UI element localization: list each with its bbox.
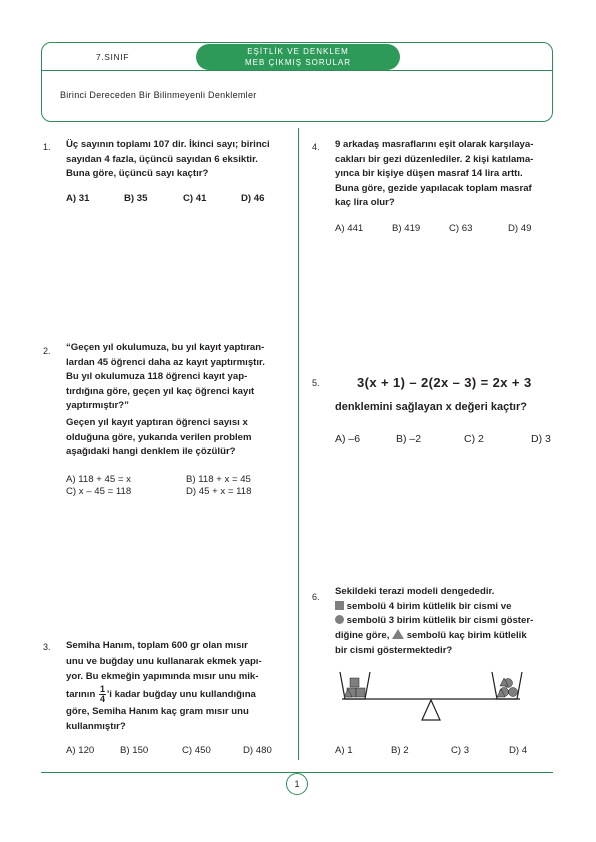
question-1-text [66, 138, 270, 182]
option-a[interactable]: A) –6 [335, 433, 361, 445]
option-c[interactable]: C) 2 [464, 433, 484, 445]
triangle-symbol-icon [392, 629, 404, 639]
option-c[interactable]: C) 41 [183, 193, 207, 204]
title-line-2: MEB ÇIKMIŞ SORULAR [244, 58, 351, 67]
option-d[interactable]: D) 3 [531, 433, 551, 445]
question-3-line: unu ve buğday unu kullanarak ekmek yapı- [66, 655, 262, 667]
question-3-fragment: tarının [66, 688, 96, 700]
option-b[interactable]: B) 2 [391, 745, 409, 756]
question-6-number: 6. [312, 592, 320, 602]
title-badge [196, 44, 400, 70]
circle-weight [509, 688, 518, 697]
question-5-number: 5. [312, 378, 320, 388]
question-4-line: yınca bir kişiye düşen masraf 14 lira arttı. [335, 168, 523, 180]
question-6-fragment: sembolü 4 birim kütlelik bir cismi ve [346, 600, 512, 612]
fraction-denominator: 4 [100, 693, 106, 704]
question-3-line: kullanmıştır? [66, 721, 126, 732]
question-1-options [66, 193, 264, 204]
question-1-line: Buna göre, üçüncü sayı kaçtır? [66, 168, 209, 180]
question-3-number: 3. [43, 642, 51, 652]
option-b[interactable]: B) 118 + x = 45 [186, 474, 251, 485]
option-b[interactable]: B) 150 [120, 745, 149, 756]
grade-label: 7.SINIF [96, 52, 130, 62]
question-6-line [335, 629, 533, 644]
question-4-text [335, 138, 533, 211]
question-6-options [335, 745, 527, 756]
question-4-line: cakları bir gezi düzenlediler. 2 kişi katılama- [335, 153, 534, 165]
question-6-text [335, 585, 533, 659]
question-3-options [66, 745, 272, 756]
option-a[interactable]: A) 120 [66, 745, 95, 756]
question-4-line: kaç lira olur? [335, 197, 395, 209]
option-d[interactable]: D) 45 + x = 118 [186, 486, 252, 497]
question-2-line: Bu yıl okulumuza 118 öğrenci kayıt yap- [66, 371, 248, 383]
question-2-line: tırdığına göre, geçen yıl kaç öğrenci kayıt [66, 385, 255, 397]
option-c[interactable]: C) x – 45 = 118 [66, 486, 132, 497]
question-6-fragment: sembolü kaç birim kütlelik [406, 630, 527, 642]
option-d[interactable]: D) 480 [243, 745, 272, 756]
option-b[interactable]: B) –2 [396, 433, 422, 445]
question-4-line: Buna göre, gezide yapılacak toplam masraf [335, 182, 532, 194]
option-d[interactable]: D) 46 [241, 193, 265, 204]
question-5-options [335, 433, 551, 445]
page-number: 1 [286, 773, 308, 795]
option-a[interactable]: A) 1 [335, 745, 353, 756]
column-divider [298, 128, 299, 760]
question-2-text [66, 341, 265, 414]
question-3-line: Semiha Hanım, toplam 600 gr olan mısır [66, 640, 248, 651]
question-1-line: Üç sayının toplamı 107 dir. İkinci sayı; birinci [66, 139, 270, 150]
title-line-1: EŞİTLİK VE DENKLEM [247, 47, 349, 56]
question-3-line: yor. Bu ekmeğin yapımında mısır unu mik- [66, 671, 259, 682]
question-6-fragment: sembolü 3 birim kütlelik bir cismi göster- [346, 615, 534, 627]
option-c[interactable]: C) 3 [451, 745, 470, 756]
question-2-prompt-line: aşağıdaki hangi denklem ile çözülür? [66, 446, 236, 458]
question-6-line: Sekildeki terazi modeli dengededir. [335, 586, 495, 597]
question-2-line: “Geçen yıl okulumuza, bu yıl kayıt yaptıran- [66, 342, 265, 353]
question-1-line: sayıdan 4 fazla, üçüncü sayıdan 6 eksiktir. [66, 153, 258, 165]
circle-symbol-icon [335, 615, 344, 624]
question-2-number: 2. [43, 346, 51, 356]
question-4-number: 4. [312, 142, 320, 152]
question-6-line [335, 600, 533, 615]
square-symbol-icon [335, 601, 344, 610]
question-2-prompt-line: olduğuna göre, yukarıda verilen problem [66, 431, 252, 443]
question-4-line: 9 arkadaş masraflarını eşit olarak karşılaya- [335, 139, 534, 150]
option-a[interactable]: A) 441 [335, 223, 364, 234]
scale-fulcrum [422, 700, 440, 720]
subject-title: Birinci Dereceden Bir Bilinmeyenli Denklemler [60, 90, 257, 100]
option-d[interactable]: D) 49 [508, 223, 532, 234]
option-d[interactable]: D) 4 [509, 745, 528, 756]
question-2-prompt-line: Geçen yıl kayıt yaptıran öğrenci sayısı x [66, 417, 248, 428]
option-a[interactable]: A) 118 + 45 = x [66, 474, 131, 485]
question-1-number: 1. [43, 142, 51, 152]
question-5-text: denklemini sağlayan x değeri kaçtır? [335, 401, 527, 413]
option-a[interactable]: A) 31 [66, 193, 90, 204]
header-divider [41, 70, 553, 71]
question-3-fragment: 'i kadar buğday unu kullandığına [107, 688, 256, 700]
square-weight [350, 678, 359, 687]
question-6-fragment: diğine göre, [335, 630, 390, 642]
question-2-prompt [66, 416, 252, 460]
balance-scale-illustration [330, 662, 530, 724]
question-3-line [66, 685, 262, 704]
question-4-options [335, 223, 531, 234]
option-b[interactable]: B) 419 [392, 223, 421, 234]
question-2-line: lardan 45 öğrenci daha az kayıt yaptırmıştır. [66, 356, 265, 368]
question-2-line: yaptırmıştır?” [66, 400, 129, 412]
option-b[interactable]: B) 35 [124, 193, 148, 204]
option-c[interactable]: C) 450 [182, 745, 211, 756]
option-c[interactable]: C) 63 [449, 223, 473, 234]
fraction-numerator: 1 [100, 683, 106, 694]
question-6-line: bir cismi göstermektedir? [335, 644, 453, 656]
question-3-text [66, 638, 262, 735]
fraction-one-quarter [99, 685, 106, 704]
question-6-line [335, 614, 533, 629]
equation: 3(x + 1) – 2(2x – 3) = 2x + 3 [357, 375, 532, 390]
question-2-options [66, 474, 306, 498]
square-weight [356, 688, 365, 697]
question-3-line: göre, Semiha Hanım kaç gram mısır unu [66, 705, 249, 717]
